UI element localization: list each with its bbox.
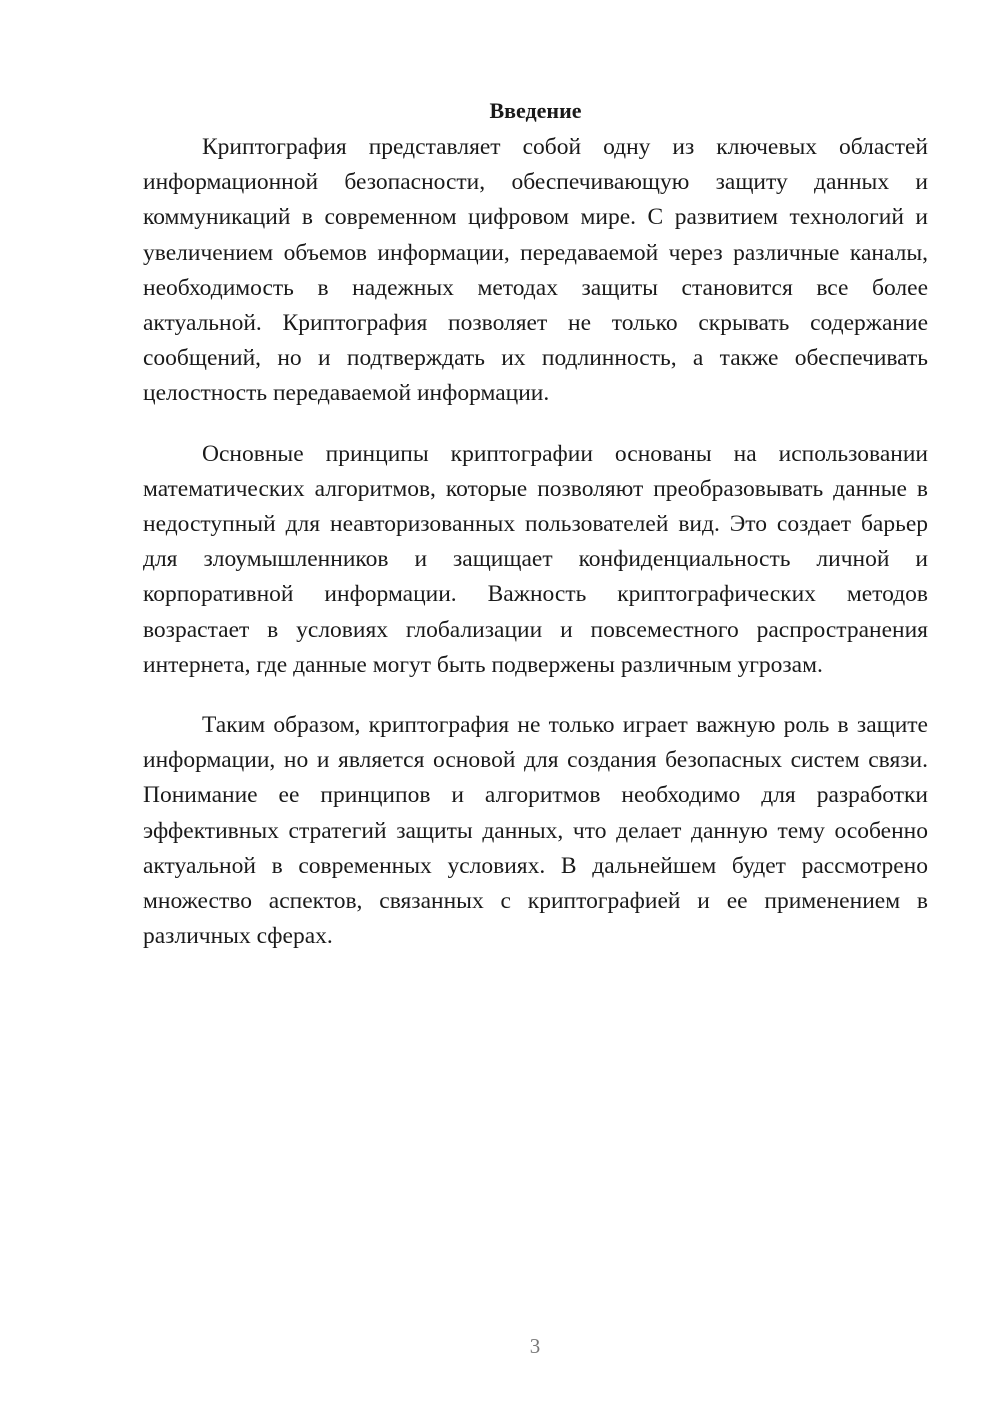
page-content <box>143 93 928 979</box>
page-number: 3 <box>529 1334 541 1358</box>
section-title: Введение <box>489 98 582 123</box>
paragraph-3: Таким образом, криптография не только играет важную роль в защите информации, но и является основой для создания безопасных систем связи. Понимание ее принципов и алгоритмов необходимо для разработки эффективных стратегий защиты данных, что делает данную тему особенно актуальной в современных условиях. В дальнейшем будет рассмотрено множество аспектов, связанных с криптографией и ее применением в различных сферах. <box>143 712 928 950</box>
paragraph-1: Криптография представляет собой одну из ключевых областей информационной безопасности, обеспечивающую защиту данных и коммуникаций в современном цифровом мире. С развитием технологий и увеличением объемов информации, передаваемой через различные каналы, необходимость в надежных методах защиты становится все более актуальной. Криптография позволяет не только скрывать содержание сообщений, но и подтверждать их подлинность, а также обеспечивать целостность передаваемой информации. <box>143 134 928 407</box>
paragraph-2: Основные принципы криптографии основаны на использовании математических алгоритмов, которые позволяют преобразовывать данные в недоступный для неавторизованных пользователей вид. Это создает барьер для злоумышленников и защищает конфиденциальность личной и корпоративной информации. Важность криптографических методов возрастает в условиях глобализации и повсеместного распространения интернета, где данные могут быть подвержены различным угрозам. <box>143 440 928 678</box>
